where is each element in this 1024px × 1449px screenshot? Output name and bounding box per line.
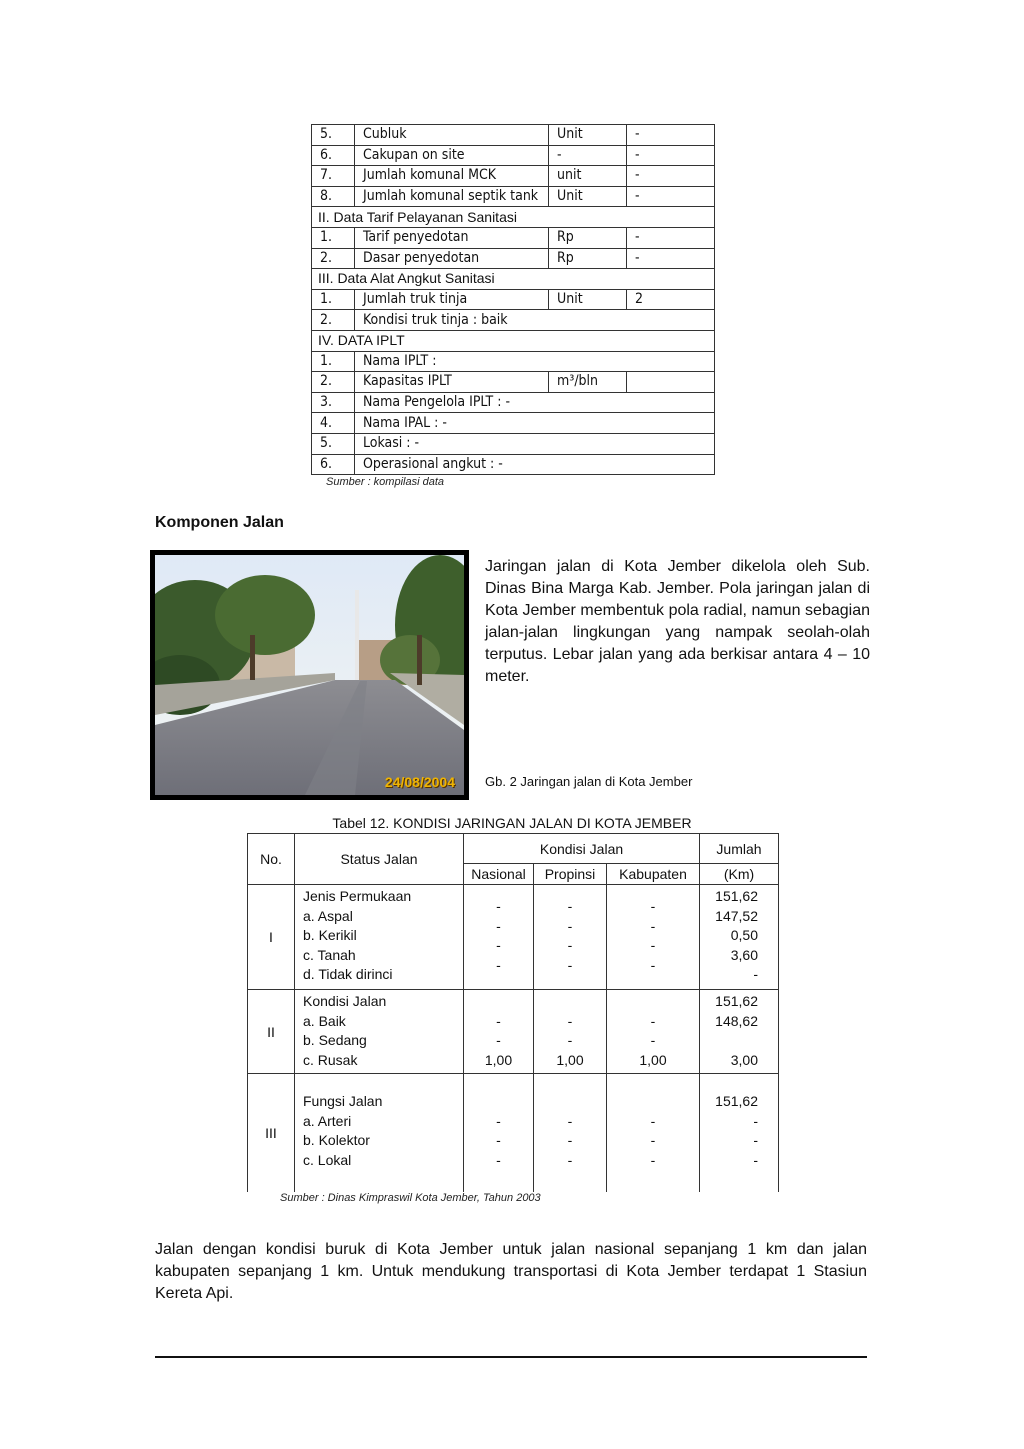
table-row: III Fungsi Jalan a. Arteri b. Kolektor c. Lokal - - - - - - - - - 151,62 - - - (248, 1074, 779, 1192)
table-row: 5. Cubluk Unit - (312, 125, 715, 146)
table-row: 5. Lokasi : - (312, 433, 715, 454)
photo-date-stamp: 24/08/2004 (384, 774, 455, 790)
table-row: II Kondisi Jalan a. Baik b. Sedang c. Rusak - - 1,00 - - 1,00 - - 1,00 151,62 148,62 3,00 (248, 990, 779, 1074)
table-header-row: Nasional Propinsi Kabupaten (Km) (248, 864, 779, 885)
table-row: 7. Jumlah komunal MCK unit - (312, 166, 715, 187)
closing-paragraph: Jalan dengan kondisi buruk di Kota Jember untuk jalan nasional sepanjang 1 km dan jalan kabupaten sepanjang 1 km. Untuk mendukung transportasi di Kota Jember terdapat 1 Stasiun Kereta Api. (155, 1241, 867, 1302)
table-row: 2. Kapasitas IPLT m³/bln (312, 372, 715, 393)
road-condition-table (247, 833, 779, 1192)
table-row: 6. Cakupan on site - - (312, 145, 715, 166)
section-row: II. Data Tarif Pelayanan Sanitasi (312, 207, 715, 228)
figure-caption: Gb. 2 Jaringan jalan di Kota Jember (485, 774, 693, 789)
table-row: 3. Nama Pengelola IPLT : - (312, 392, 715, 413)
table-row: 1. Jumlah truk tinja Unit 2 (312, 289, 715, 310)
street-photo (150, 550, 469, 800)
section-row: IV. DATA IPLT (312, 330, 715, 351)
table-row: 6. Operasional angkut : - (312, 454, 715, 475)
section-row: III. Data Alat Angkut Sanitasi (312, 269, 715, 290)
table-row: 8. Jumlah komunal septik tank Unit - (312, 186, 715, 207)
table-row: 1. Tarif penyedotan Rp - (312, 227, 715, 248)
intro-paragraph: Jaringan jalan di Kota Jember dikelola oleh Sub. Dinas Bina Marga Kab. Jember. Pola jaringan jalan di Kota Jember membentuk pola radial, namun sebagian jalan-jalan lingkungan yang nampak seolah-olah terputus. Lebar jalan yang ada berkisar antara 4 – 10 meter. (485, 558, 870, 685)
table-row: 1. Nama IPLT : (312, 351, 715, 372)
sanitation-data-table (311, 124, 715, 475)
section-heading: Komponen Jalan (155, 514, 284, 531)
footer-divider (155, 1356, 867, 1358)
table-row: I Jenis Permukaan a. Aspal b. Kerikil c. Tanah d. Tidak dirinci - - - - - - - - - - - - 151,62 147,52 0,50 3,60 - (248, 885, 779, 990)
table-row: 2. Dasar penyedotan Rp - (312, 248, 715, 269)
table2-source: Sumber : Dinas Kimpraswil Kota Jember, Tahun 2003 (280, 1192, 541, 1204)
table-row: 2. Kondisi truk tinja : baik (312, 310, 715, 331)
street-photo-illustration (155, 555, 464, 795)
table1-source: Sumber : kompilasi data (326, 476, 444, 488)
table2-title: Tabel 12. KONDISI JARINGAN JALAN DI KOTA JEMBER (332, 815, 692, 831)
table-row: 4. Nama IPAL : - (312, 413, 715, 434)
table-header-row: No. Status Jalan Kondisi Jalan Jumlah (248, 834, 779, 864)
